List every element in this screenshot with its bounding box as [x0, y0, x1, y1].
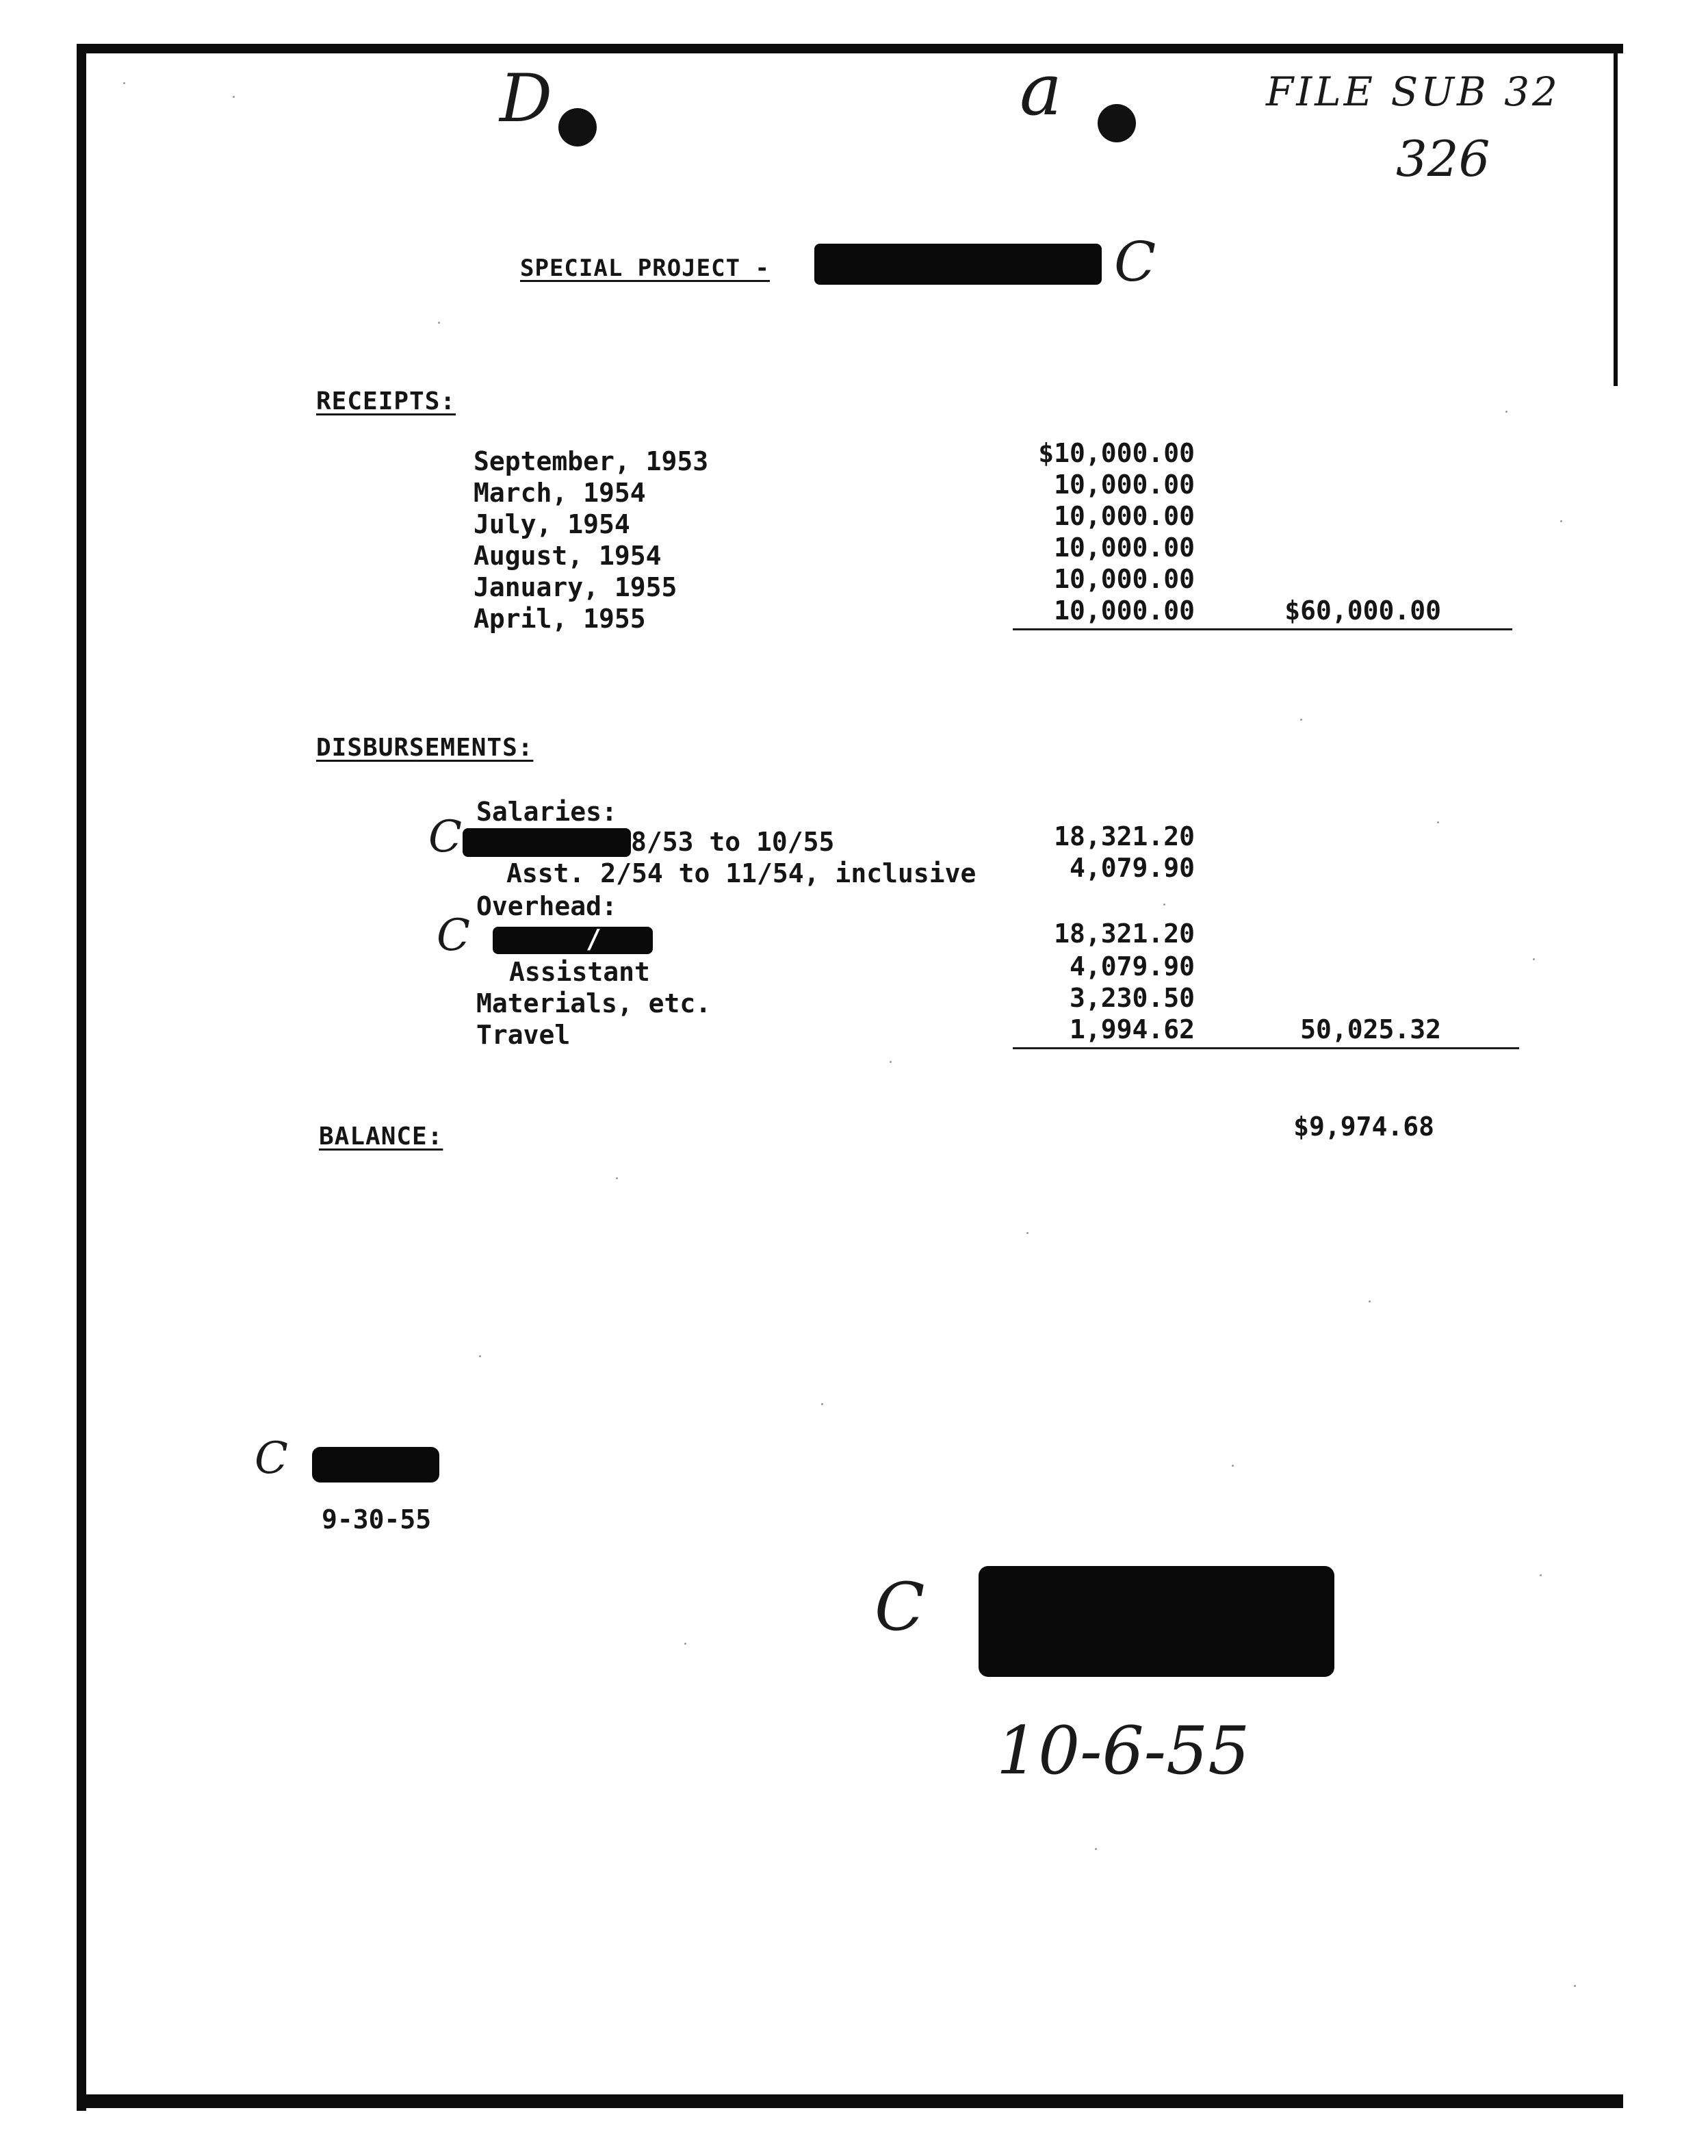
receipt-label: April, 1955: [474, 604, 646, 634]
overhead-amount: 4,079.90: [1069, 951, 1195, 981]
overhead-label-slash: /: [586, 924, 601, 954]
title-redaction: [814, 244, 1102, 285]
overhead-label: Assistant: [509, 957, 650, 987]
page-title: SPECIAL PROJECT -: [520, 255, 770, 282]
lower-mark: C: [875, 1569, 925, 1645]
other-amount: 3,230.50: [1069, 983, 1195, 1013]
receipt-amount: $10,000.00: [1038, 438, 1195, 468]
signature-redaction: [312, 1447, 439, 1483]
bottom-border: [77, 2094, 1623, 2108]
file-number: 326: [1396, 130, 1490, 188]
receipt-amount: 10,000.00: [1054, 501, 1195, 531]
disbursements-total: 50,025.32: [1300, 1014, 1441, 1044]
receipt-label: September, 1953: [474, 446, 709, 476]
receipts-heading: RECEIPTS:: [316, 387, 456, 415]
overhead-mark: C: [437, 910, 470, 961]
overhead-name-redaction: [493, 927, 653, 954]
balance-heading: BALANCE:: [319, 1122, 443, 1151]
top-left-mark: D: [500, 60, 552, 137]
title-mark: C: [1114, 230, 1156, 294]
punch-hole-right: [1098, 104, 1136, 142]
receipt-label: August, 1954: [474, 541, 662, 571]
receipt-label: January, 1955: [474, 572, 677, 602]
right-border: [1614, 44, 1618, 386]
receipt-amount: 10,000.00: [1054, 564, 1195, 594]
receipt-amount: 10,000.00: [1054, 470, 1195, 500]
other-label: Materials, etc.: [476, 988, 712, 1018]
receipt-label: July, 1954: [474, 509, 630, 539]
receipts-rule: [1013, 628, 1512, 630]
other-amount: 1,994.62: [1069, 1014, 1195, 1044]
salary-label: Asst. 2/54 to 11/54, inclusive: [506, 858, 976, 888]
receipt-amount: 10,000.00: [1054, 595, 1195, 626]
salary-mark: C: [428, 812, 462, 862]
handwritten-date: 10-6-55: [996, 1712, 1250, 1789]
lower-redaction: [979, 1566, 1334, 1677]
receipt-amount: 10,000.00: [1054, 532, 1195, 563]
salary-name-redaction: [463, 828, 631, 857]
salaries-label: Salaries:: [476, 797, 617, 827]
overhead-label: Overhead:: [476, 891, 617, 921]
balance-amount: $9,974.68: [1293, 1112, 1434, 1142]
signature-date: 9-30-55: [322, 1504, 432, 1535]
overhead-amount: 18,321.20: [1054, 919, 1195, 949]
left-border: [77, 44, 86, 2111]
top-mid-mark: a: [1020, 48, 1063, 131]
receipts-total: $60,000.00: [1284, 595, 1441, 626]
signature-mark: C: [255, 1433, 288, 1484]
salary-amount: 18,321.20: [1054, 821, 1195, 851]
punch-hole-left: [558, 108, 597, 146]
salary-amount: 4,079.90: [1069, 853, 1195, 883]
disbursements-heading: DISBURSEMENTS:: [316, 734, 534, 762]
disbursements-rule: [1013, 1047, 1519, 1049]
other-label: Travel: [476, 1020, 571, 1050]
salary-label: 8/53 to 10/55: [631, 827, 835, 857]
top-border: [77, 44, 1623, 53]
receipt-label: March, 1954: [474, 478, 646, 508]
file-note: FILE SUB 32: [1266, 68, 1560, 115]
